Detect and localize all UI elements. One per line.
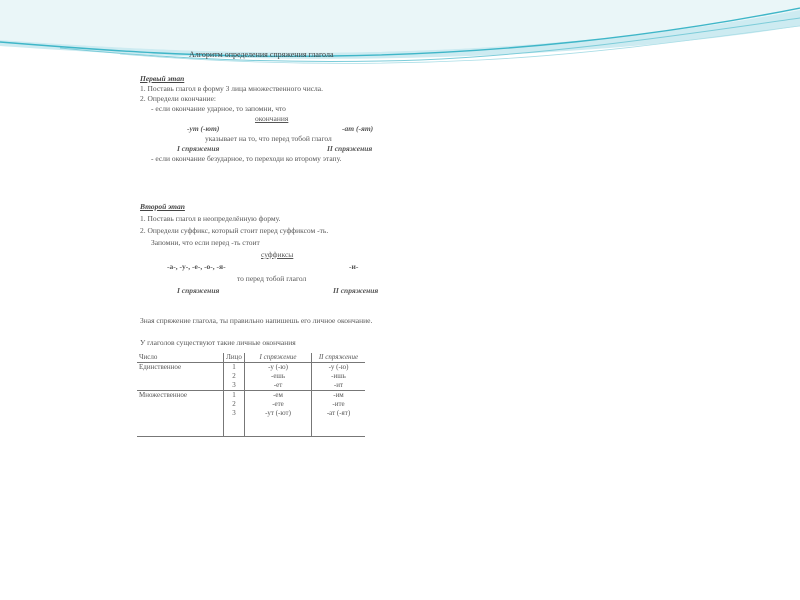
table-header-row (137, 353, 365, 363)
doc-title: Алгоритм определения спряжения глагола (189, 50, 334, 59)
stage2-conj-2: II спряжения (333, 286, 379, 295)
ending-cell-conj-1: -у (-ю) (245, 363, 312, 373)
table-row (137, 400, 365, 409)
person-cell: 3 (224, 409, 245, 437)
ending-cell-conj-1: -ем (245, 391, 312, 401)
plural-label: Множественное (137, 391, 224, 401)
stage1-ending-1: -ут (-ют) (187, 124, 220, 133)
table-row (137, 391, 365, 401)
ending-cell-conj-2: -ишь (331, 372, 346, 380)
stage1-cond-a: - если окончание ударное, то запомни, что (151, 104, 286, 113)
stage1-points: указывает на то, что перед тобой глагол (205, 134, 332, 143)
header-conj-1: I спряжение (245, 353, 312, 363)
stage1-label-endings: окончания (255, 114, 289, 123)
conjugation-table (137, 353, 365, 437)
stage1-cond-b: - если окончание безударное, то переходи ко второму этапу. (151, 154, 342, 163)
stage2-step2: 2. Определи суффикс, который стоит перед суффиксом -ть. (140, 226, 329, 235)
person-cell: 2 (224, 400, 245, 409)
table-row (137, 381, 365, 391)
header-number: Число (137, 353, 224, 363)
table-row (137, 409, 365, 437)
person-cell: 1 (224, 363, 245, 373)
ending-cell-conj-2: -ат (-ят) (312, 409, 366, 437)
header-person: Лицо (224, 353, 245, 363)
stage1-heading: Первый этап (140, 74, 185, 83)
table-row (137, 363, 365, 373)
wave-fill-top (0, 0, 800, 53)
ending-cell-conj-1: -ут (-ют) (245, 409, 312, 437)
ending-cell-conj-1: -ет (245, 381, 312, 391)
stage2-before-you: то перед тобой глагол (237, 274, 307, 283)
note-text: Зная спряжение глагола, ты правильно напишешь его личное окончание. (140, 316, 373, 325)
table-caption: У глаголов существуют такие личные окончания (140, 338, 296, 347)
stage2-conj-1: I спряжения (177, 286, 220, 295)
ending-cell-conj-1: -ете (245, 400, 312, 409)
stage1-step2: 2. Определи окончание: (140, 94, 217, 103)
ending-cell-conj-1: -ешь (245, 372, 312, 381)
ending-cell-conj-2: -у (-ю) (328, 363, 349, 371)
stage2-suffixes-1: -а-, -у-, -е-, -о-, -я- (167, 262, 226, 271)
stage2-label-suffixes: суффиксы (261, 250, 294, 259)
person-cell: 1 (224, 391, 245, 401)
ending-cell-conj-2: -ит (333, 381, 344, 389)
singular-label: Единственное (137, 363, 224, 373)
stage1-conj-2: II спряжения (327, 144, 373, 153)
stage1-ending-2: -ат (-ят) (342, 124, 374, 133)
stage1-conj-1: I спряжения (177, 144, 220, 153)
stage1-step1: 1. Поставь глагол в форму 3 лица множественного числа. (140, 84, 323, 93)
header-wave-decoration (0, 0, 800, 80)
person-cell: 3 (224, 381, 245, 391)
stage2-heading: Второй этап (140, 202, 185, 211)
stage2-step1: 1. Поставь глагол в неопределённую форму. (140, 214, 281, 223)
ending-cell-conj-2: -им (312, 391, 366, 401)
header-conj-2: II спряжение (312, 353, 366, 363)
table-row (137, 372, 365, 381)
stage2-remember: Запомни, что если перед -ть стоит (151, 238, 260, 247)
person-cell: 2 (224, 372, 245, 381)
ending-cell-conj-2: -ите (332, 400, 345, 408)
stage2-suffixes-2: -и- (349, 262, 359, 271)
